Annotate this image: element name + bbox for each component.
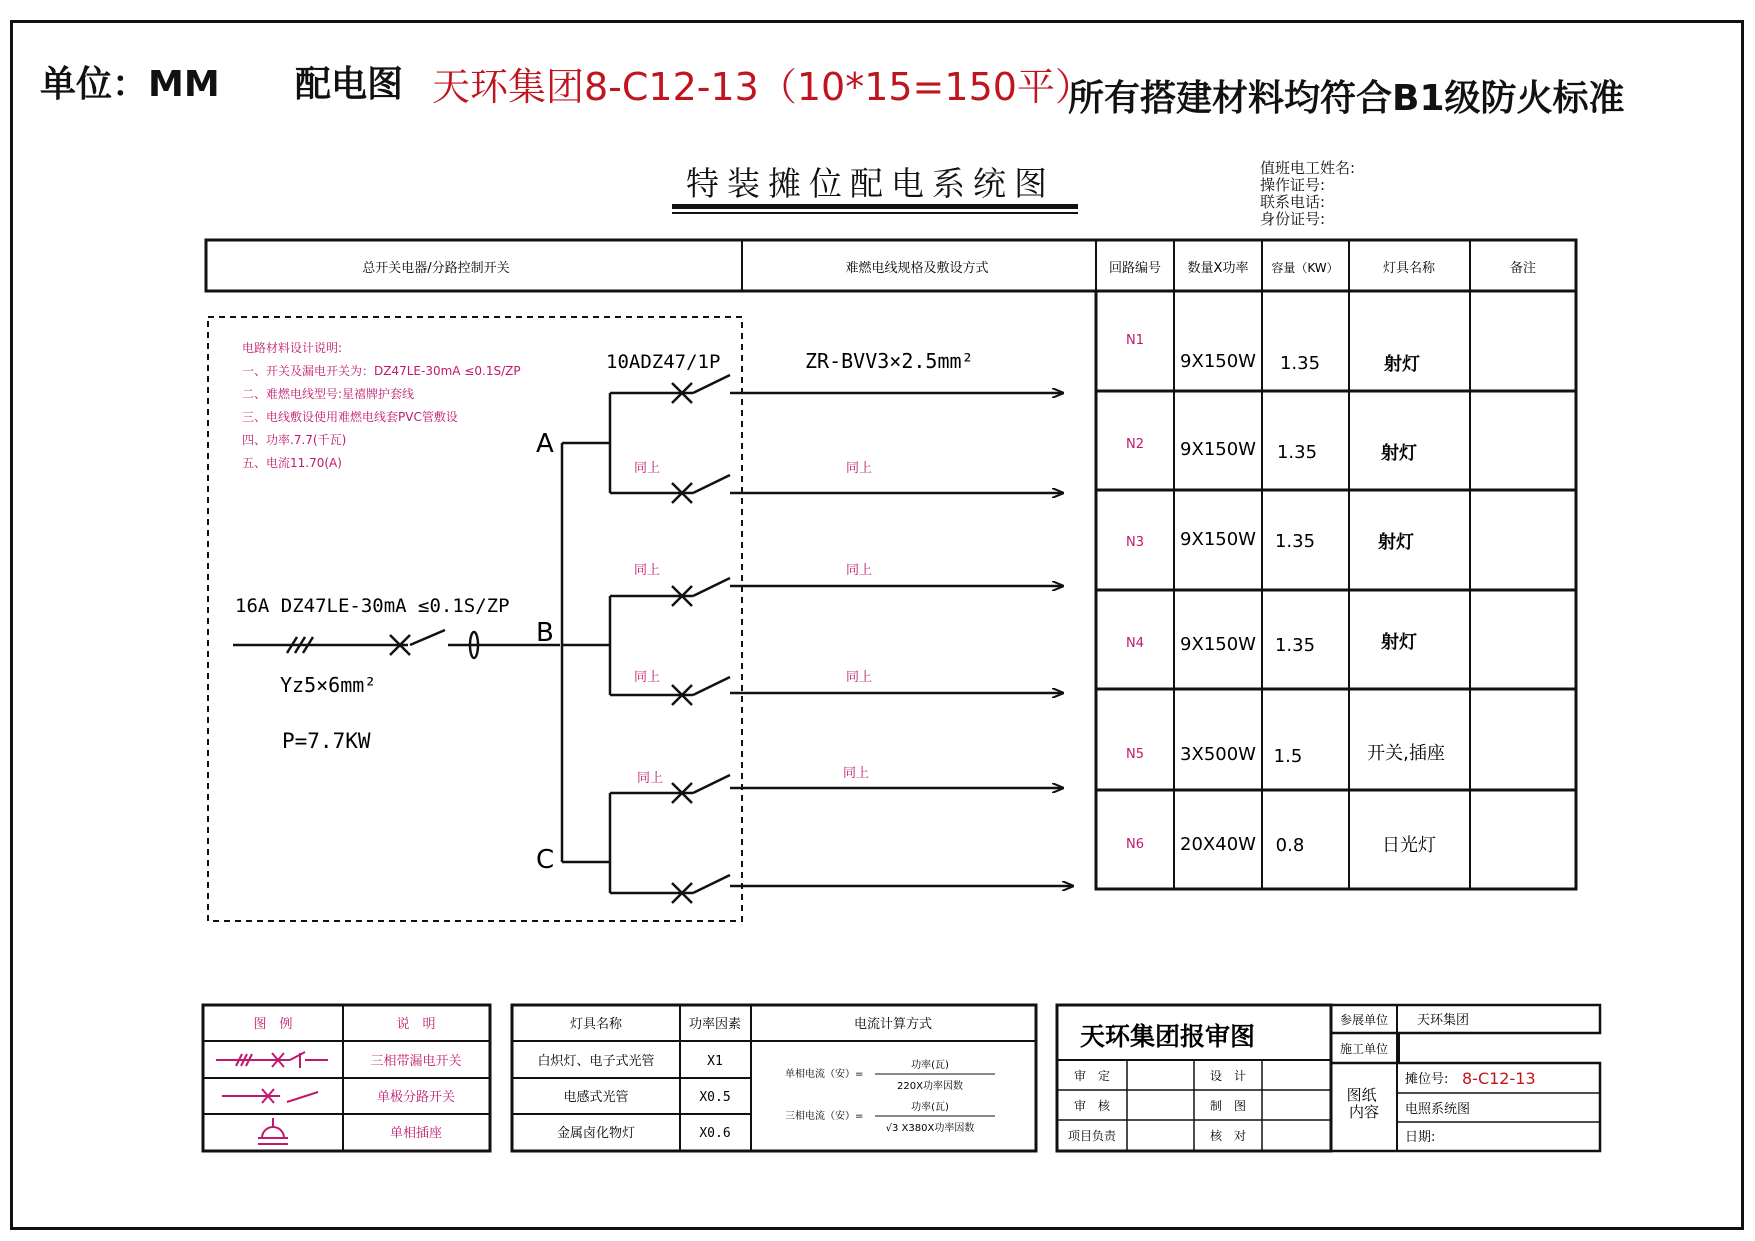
unit-label: 单位：MM	[40, 64, 220, 105]
note-line: 四、功率.7.7(千瓦)	[242, 433, 347, 447]
same-label: 同上	[634, 461, 661, 476]
three-phase-numerator: 功率(瓦)	[911, 1102, 949, 1113]
three-phase-denominator: √3 X380X功率因数	[885, 1123, 975, 1134]
col-switch: 总开关电器/分路控制开关	[362, 261, 510, 276]
legend-symbol-header: 图 例	[253, 1017, 293, 1032]
sign-label: 审 核	[1073, 1099, 1111, 1113]
circuit-qty: 20X40W	[1180, 834, 1256, 855]
content-label	[1347, 1086, 1382, 1121]
col-wire: 难燃电线规格及敷设方式	[845, 261, 989, 276]
main-cable-label: Yz5×6mm²	[280, 673, 377, 697]
circuit-name: 日光灯	[1382, 835, 1436, 856]
note-line: 三、电线敷设使用难燃电线套PVC管敷设	[242, 410, 458, 424]
branch-n3	[610, 578, 1063, 606]
circuit-no: N2	[1126, 437, 1144, 452]
phase-bus	[562, 393, 610, 893]
circuit-no: N1	[1126, 333, 1144, 348]
duty-cert: 操作证号:	[1260, 176, 1326, 194]
phase-c-label: C	[536, 845, 555, 875]
three-phase-label: 三相电流（安）=	[785, 1111, 864, 1122]
branch-breaker-label: 10ADZ47/1P	[606, 351, 721, 373]
note-line: 一、开关及漏电开关为：DZ47LE-30mA ≤0.1S/ZP	[242, 364, 521, 378]
circuit-row	[1126, 529, 1414, 553]
content-label-line2: 内容	[1348, 1103, 1380, 1121]
calc-pf: X0.5	[699, 1090, 731, 1105]
circuit-cap: 1.5	[1273, 746, 1303, 767]
review-title: 天环集团报审图	[1080, 1022, 1256, 1051]
design-notes	[242, 340, 521, 470]
legend-desc: 单极分路开关	[376, 1090, 456, 1105]
same-label: 同上	[634, 670, 661, 685]
branch-n6	[610, 875, 1073, 903]
single-phase-label: 单相电流（安）=	[785, 1069, 864, 1080]
col-capacity: 容量（KW）	[1271, 261, 1339, 275]
duty-name: 值班电工姓名:	[1260, 159, 1356, 177]
circuit-no: N6	[1126, 837, 1144, 852]
fire-standard-note: 所有搭建材料均符合B1级防火标准	[1068, 78, 1625, 119]
same-label: 同上	[637, 771, 664, 786]
circuit-qty: 9X150W	[1180, 529, 1256, 550]
circuit-table	[1096, 291, 1576, 889]
system-title: 特装摊位配电系统图	[686, 164, 1055, 203]
exhibitor-value: 天环集团	[1417, 1013, 1470, 1028]
wire-spec-label: ZR-BVV3×2.5mm²	[805, 349, 974, 373]
circuit-name: 射灯	[1378, 532, 1414, 553]
circuit-cap: 1.35	[1276, 442, 1318, 463]
phase-a-label: A	[536, 429, 554, 459]
branch-n1	[610, 375, 1063, 403]
col-lamp-name: 灯具名称	[1382, 261, 1436, 276]
single-pole-switch-icon	[222, 1089, 318, 1103]
same-label: 同上	[846, 670, 873, 685]
same-label: 同上	[846, 563, 873, 578]
circuit-name: 射灯	[1381, 443, 1417, 464]
circuit-name: 射灯	[1381, 632, 1417, 653]
calc-pf: X0.6	[699, 1126, 731, 1141]
same-label: 同上	[634, 563, 661, 578]
circuit-name: 射灯	[1384, 354, 1420, 375]
single-phase-numerator: 功率(瓦)	[911, 1060, 949, 1071]
same-label: 同上	[846, 461, 873, 476]
circuit-qty: 9X150W	[1180, 439, 1256, 460]
calc-pf-header: 功率因素	[688, 1017, 742, 1032]
circuit-qty: 9X150W	[1180, 634, 1256, 655]
calc-lamp: 白炽灯、电子式光管	[537, 1054, 655, 1069]
branch-n2	[610, 475, 1063, 503]
circuit-name: 开关,插座	[1367, 743, 1445, 764]
current-formulas	[785, 1058, 995, 1134]
distribution-box	[208, 317, 742, 921]
exhibitor-label: 参展单位	[1339, 1013, 1389, 1027]
note-line: 五、电流11.70(A)	[242, 456, 342, 470]
sign-label: 项目负责	[1067, 1129, 1117, 1143]
date-label: 日期:	[1405, 1130, 1436, 1145]
circuit-no: N4	[1126, 636, 1144, 651]
circuit-row	[1126, 437, 1417, 464]
branch-circuits	[610, 375, 1073, 903]
legend-desc-header: 说 明	[396, 1017, 436, 1032]
circuit-cap: 0.8	[1275, 835, 1305, 856]
legend-table	[203, 1005, 490, 1151]
calc-pf: X1	[707, 1054, 723, 1069]
circuit-qty: 3X500W	[1180, 744, 1256, 765]
booth-value: 8-C12-13	[1462, 1069, 1536, 1088]
calc-lamp-header: 灯具名称	[569, 1017, 623, 1032]
same-label: 同上	[843, 766, 870, 781]
sign-label: 核 对	[1209, 1129, 1247, 1143]
circuit-row	[1126, 631, 1417, 656]
phase-b-label: B	[536, 618, 554, 648]
note-line: 二、难燃电线型号:星禧牌护套线	[242, 387, 415, 401]
duty-phone: 联系电话:	[1260, 193, 1326, 211]
calc-method-header: 电流计算方式	[853, 1017, 933, 1032]
note-line: 电路材料设计说明:	[242, 341, 343, 355]
duty-id: 身份证号:	[1260, 210, 1326, 228]
main-incoming	[233, 630, 560, 658]
branch-n5	[610, 775, 1063, 803]
project-title: 天环集团8-C12-13（10*15=150平）	[432, 65, 1093, 109]
legend-desc: 三相带漏电开关	[370, 1054, 462, 1069]
single-phase-socket-icon	[258, 1118, 288, 1144]
content-label-line1: 图纸	[1346, 1086, 1377, 1104]
booth-label: 摊位号:	[1405, 1072, 1449, 1087]
sign-label: 制 图	[1209, 1099, 1247, 1113]
circuit-no: N5	[1126, 747, 1144, 762]
circuit-qty: 9X150W	[1180, 351, 1256, 372]
total-power-label: P=7.7KW	[282, 729, 371, 753]
diagram-type: 配电图	[295, 64, 404, 105]
circuit-no: N3	[1126, 535, 1144, 550]
circuit-cap: 1.35	[1274, 635, 1316, 656]
three-phase-rcd-icon	[216, 1052, 328, 1068]
calc-lamp: 电感式光管	[563, 1090, 629, 1105]
col-remark: 备注	[1509, 261, 1537, 276]
circuit-cap: 1.35	[1279, 353, 1321, 374]
circuit-row	[1126, 834, 1436, 856]
branch-n4	[610, 677, 1063, 705]
sign-label: 设 计	[1209, 1069, 1247, 1083]
sign-label: 审 定	[1073, 1069, 1111, 1083]
drawing-name: 电照系统图	[1405, 1102, 1471, 1117]
constructor-label: 施工单位	[1339, 1042, 1389, 1056]
main-breaker-label: 16A DZ47LE-30mA ≤0.1S/ZP	[235, 595, 510, 617]
circuit-row	[1126, 333, 1420, 375]
legend-desc: 单相插座	[389, 1126, 443, 1141]
col-qty-power: 数量X功率	[1187, 261, 1249, 276]
calc-lamp: 金属卤化物灯	[556, 1126, 636, 1141]
circuit-cap: 1.35	[1274, 531, 1316, 552]
col-circuit-no: 回路编号	[1108, 261, 1162, 276]
single-phase-denominator: 220X功率因数	[897, 1081, 963, 1092]
same-labels	[634, 461, 872, 786]
